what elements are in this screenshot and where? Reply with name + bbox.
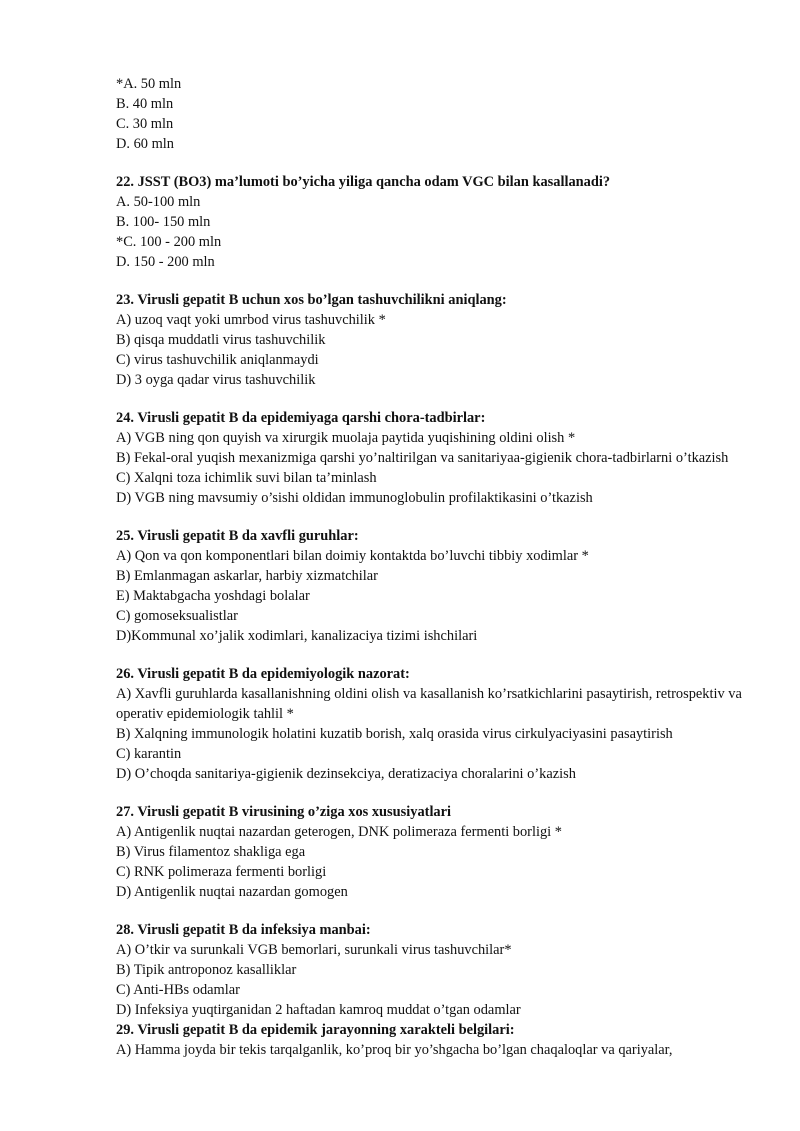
- question-25: [116, 526, 756, 646]
- option-text: C) RNK polimeraza fermenti borligi: [116, 864, 327, 880]
- option-text: C) Anti-HBs odamlar: [116, 982, 240, 998]
- question-title: 25. Virusli gepatit B da xavfli guruhlar:: [116, 528, 359, 544]
- option-text: A) Xavfli guruhlarda kasallanishning oldini olish va kasallanish ko’rsatkichlarini pasaytirish, retrospektiv va operativ epidemiologik tahlil *: [116, 686, 742, 722]
- question-24: [116, 408, 756, 508]
- question-title: 24. Virusli gepatit B da epidemiyaga qarshi chora-tadbirlar:: [116, 410, 486, 426]
- option-text: B) Virus filamentoz shakliga ega: [116, 844, 306, 860]
- option-text: C) Xalqni toza ichimlik suvi bilan ta’minlash: [116, 470, 377, 486]
- question-21-options: [116, 74, 756, 154]
- question-title: 26. Virusli gepatit B da epidemiyologik nazorat:: [116, 666, 410, 682]
- option-text: B) Emlanmagan askarlar, harbiy xizmatchilar: [116, 568, 378, 584]
- question-26: [116, 664, 756, 784]
- option-text: B) qisqa muddatli virus tashuvchilik: [116, 332, 326, 348]
- option-text: C. 30 mln: [116, 116, 174, 132]
- option-text: D) Infeksiya yuqtirganidan 2 haftadan kamroq muddat o’tgan odamlar: [116, 1002, 521, 1018]
- option-text: C) virus tashuvchilik aniqlanmaydi: [116, 352, 319, 368]
- question-28: [116, 920, 756, 1020]
- option-text: D) O’choqda sanitariya-gigienik dezinsekciya, deratizaciya choralarini o’kazish: [116, 766, 576, 782]
- question-title: 23. Virusli gepatit B uchun xos bo’lgan tashuvchilikni aniqlang:: [116, 292, 507, 308]
- option-text: C) karantin: [116, 746, 182, 762]
- option-text: D. 150 - 200 mln: [116, 254, 215, 270]
- option-text: D) Antigenlik nuqtai nazardan gomogen: [116, 884, 348, 900]
- option-text: B. 100- 150 mln: [116, 214, 211, 230]
- option-text: A) uzoq vaqt yoki umrbod virus tashuvchilik *: [116, 312, 386, 328]
- question-title: 28. Virusli gepatit B da infeksiya manbai:: [116, 922, 371, 938]
- option-text: A) O’tkir va surunkali VGB bemorlari, surunkali virus tashuvchilar*: [116, 942, 512, 958]
- option-text: C) gomoseksualistlar: [116, 608, 238, 624]
- question-title: 29. Virusli gepatit B da epidemik jarayonning xarakteli belgilari:: [116, 1022, 515, 1038]
- option-text: A. 50-100 mln: [116, 194, 201, 210]
- option-text: A) Qon va qon komponentlari bilan doimiy kontaktda bo’luvchi tibbiy xodimlar *: [116, 548, 589, 564]
- option-text: D) VGB ning mavsumiy o’sishi oldidan immunoglobulin profilaktikasini o’tkazish: [116, 490, 593, 506]
- option-text: A) VGB ning qon quyish va xirurgik muolaja paytida yuqishining oldini olish *: [116, 430, 576, 446]
- option-text: D) 3 oyga qadar virus tashuvchilik: [116, 372, 316, 388]
- option-text: A) Antigenlik nuqtai nazardan geterogen, DNK polimeraza fermenti borligi *: [116, 824, 562, 840]
- option-text: A) Hamma joyda bir tekis tarqalganlik, ko’proq bir yo’shgacha bo’lgan chaqaloqlar va qariyalar,: [116, 1042, 673, 1058]
- option-text: B) Xalqning immunologik holatini kuzatib borish, xalq orasida virus cirkulyaciyasini pasaytirish: [116, 726, 673, 742]
- question-22: [116, 172, 756, 272]
- question-title: 22. JSST (BO3) ma’lumoti bo’yicha yiliga qancha odam VGC bilan kasallanadi?: [116, 174, 611, 190]
- option-text: D. 60 mln: [116, 136, 174, 152]
- option-text: D)Kommunal xo’jalik xodimlari, kanalizaciya tizimi ishchilari: [116, 628, 478, 644]
- option-text: B) Tipik antroponoz kasalliklar: [116, 962, 297, 978]
- question-23: [116, 290, 756, 390]
- question-title: 27. Virusli gepatit B virusining o’ziga xos xususiyatlari: [116, 804, 452, 820]
- option-text: B. 40 mln: [116, 96, 174, 112]
- option-text: E) Maktabgacha yoshdagi bolalar: [116, 588, 310, 604]
- document-page: [116, 74, 756, 1060]
- option-text: *C. 100 - 200 mln: [116, 234, 222, 250]
- option-text: *A. 50 mln: [116, 76, 182, 92]
- question-29: [116, 1020, 756, 1060]
- option-text: B) Fekal-oral yuqish mexanizmiga qarshi yo’naltirilgan va sanitariyaa-gigienik chora-tadbirlarni o’tkazish: [116, 450, 729, 466]
- question-27: [116, 802, 756, 902]
